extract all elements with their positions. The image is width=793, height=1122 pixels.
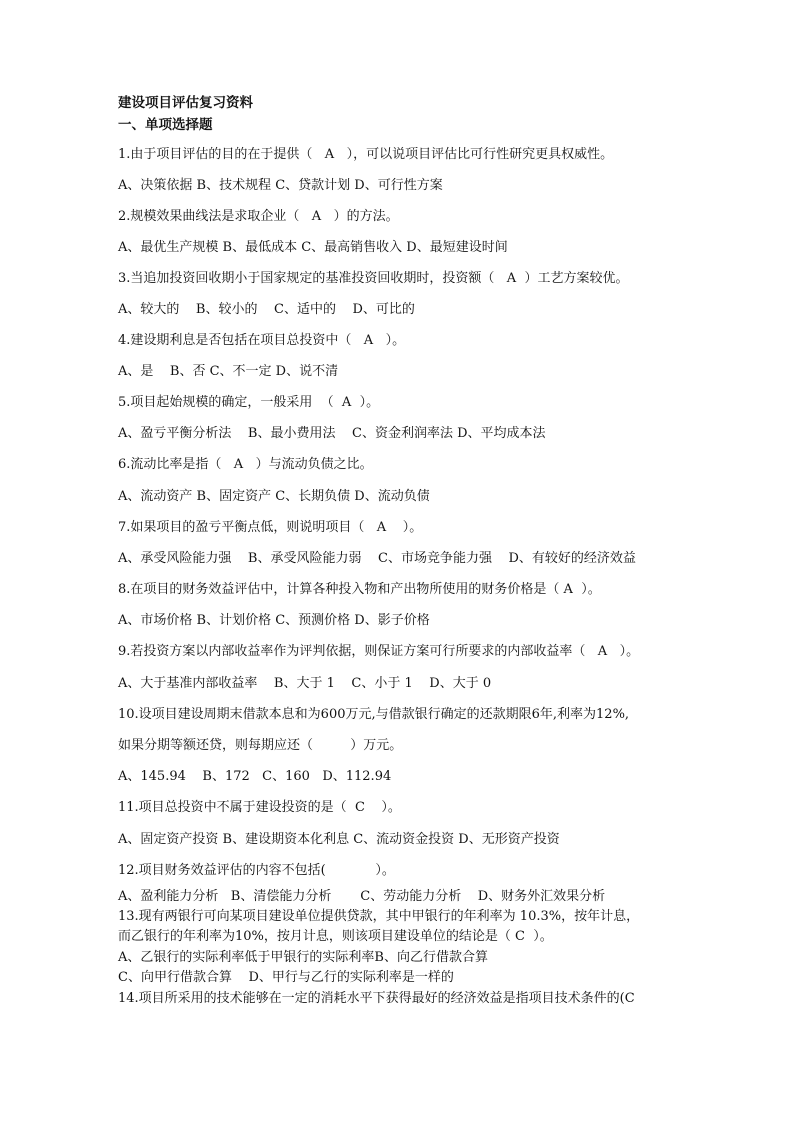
question-1: 1.由于项目评估的目的在于提供（ A ），可以说项目评估比可行性研究更具权威性。 (118, 147, 614, 162)
question-9: 9.若投资方案以内部收益率作为评判依据，则保证方案可行所要求的内部收益率（ A ）。 (118, 644, 640, 659)
question-13: 13.现有两银行可向某项目建设单位提供贷款，其中甲银行的年利率为 10.3%，按年计息， (118, 909, 640, 924)
question-10: 10.设项目建设周期末借款本息和为600万元,与借款银行确定的还款期限6年,利率为12%, (118, 707, 630, 722)
options-13-ab: A、乙银行的实际利率低于甲银行的实际利率B、向乙行借款合算 (118, 950, 488, 965)
question-8: 8.在项目的财务效益评估中，计算各种投入物和产出物所使用的财务价格是（ A ）。 (118, 582, 601, 597)
options-8: A、市场价格 B、计划价格 C、预测价格 D、影子价格 (118, 613, 430, 628)
options-9: A、大于基准内部收益率 B、大于 1 C、小于 1 D、大于 0 (118, 676, 492, 691)
options-1: A、决策依据 B、技术规程 C、贷款计划 D、可行性方案 (118, 178, 443, 193)
question-5: 5.项目起始规模的确定，一般采用 （ A ）。 (118, 395, 380, 410)
options-5: A、盈亏平衡分析法 B、最小费用法 C、资金利润率法 D、平均成本法 (118, 426, 546, 441)
question-2: 2.规模效果曲线法是求取企业（ A ）的方法。 (118, 209, 399, 224)
section-heading: 一、单项选择题 (118, 117, 213, 133)
document-title: 建设项目评估复习资料 (118, 95, 253, 111)
question-13-cont: 而乙银行的年利率为10%，按月计息，则该项目建设单位的结论是（ C ）。 (118, 929, 553, 944)
question-3: 3.当追加投资回收期小于国家规定的基准投资回收期时，投资额（ A ）工艺方案较优。 (118, 271, 629, 286)
options-3: A、较大的 B、较小的 C、适中的 D、可比的 (118, 302, 415, 317)
question-12: 12.项目财务效益评估的内容不包括( ）。 (118, 863, 395, 878)
options-13-cd: C、向甲行借款合算 D、甲行与乙行的实际利率是一样的 (118, 970, 454, 985)
options-12: A、盈利能力分析 B、清偿能力分析 C、劳动能力分析 D、财务外汇效果分析 (118, 889, 606, 904)
question-6: 6.流动比率是指（ A ）与流动负债之比。 (118, 457, 373, 472)
options-6: A、流动资产 B、固定资产 C、长期负债 D、流动负债 (118, 489, 430, 504)
question-7: 7.如果项目的盈亏平衡点低，则说明项目（ A ）。 (118, 520, 423, 535)
question-4: 4.建设期利息是否包括在项目总投资中（ A ）。 (118, 333, 406, 348)
question-11: 11.项目总投资中不属于建设投资的是（ C ）。 (118, 800, 401, 815)
options-4: A、是 B、否 C、不一定 D、说不清 (118, 364, 339, 379)
options-10: A、145.94 B、172 C、160 D、112.94 (118, 769, 392, 784)
options-11: A、固定资产投资 B、建设期资本化利息 C、流动资金投资 D、无形资产投资 (118, 832, 560, 847)
options-7: A、承受风险能力强 B、承受风险能力弱 C、市场竞争能力强 D、有较好的经济效益 (118, 551, 636, 566)
question-10-cont: 如果分期等额还贷，则每期应还（ ）万元。 (118, 738, 403, 753)
options-2: A、最优生产规模 B、最低成本 C、最高销售收入 D、最短建设时间 (118, 240, 508, 255)
question-14: 14.项目所采用的技术能够在一定的消耗水平下获得最好的经济效益是指项目技术条件的(C (118, 991, 635, 1006)
